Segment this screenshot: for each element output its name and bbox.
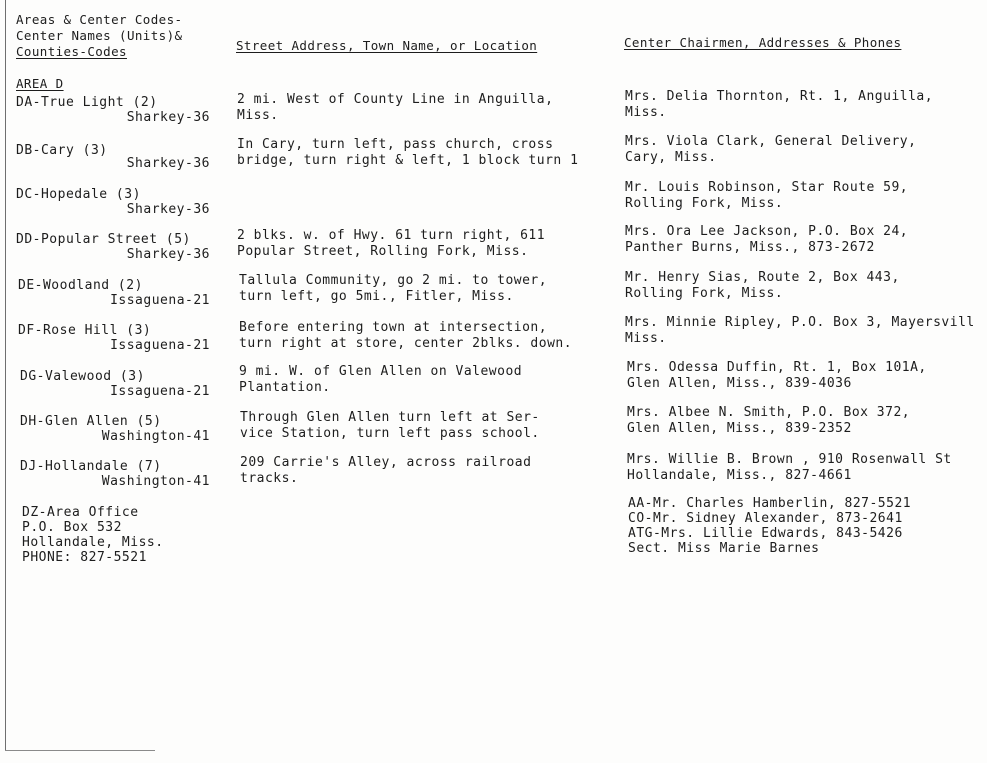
bottom-rule bbox=[5, 750, 155, 751]
county-code: Sharkey-36 bbox=[126, 156, 210, 171]
center-name: DC-Hopedale (3) bbox=[16, 187, 141, 202]
area-office-phone: PHONE: 827-5521 bbox=[22, 550, 147, 565]
chairman-line: Rolling Fork, Miss. bbox=[625, 196, 784, 211]
location-line: Plantation. bbox=[239, 380, 331, 395]
county-code: Sharkey-36 bbox=[126, 202, 210, 217]
location-line: Tallula Community, go 2 mi. to tower, bbox=[239, 273, 548, 288]
chairman-line: Mrs. Willie B. Brown , 910 Rosenwall St bbox=[627, 452, 952, 467]
location-line: turn left, go 5mi., Fitler, Miss. bbox=[239, 289, 514, 304]
location-line: In Cary, turn left, pass church, cross bbox=[237, 137, 554, 152]
header-col1-line1: Areas & Center Codes- bbox=[16, 12, 183, 27]
location-line: 2 mi. West of County Line in Anguilla, bbox=[237, 92, 554, 107]
county-code: Issaguena-21 bbox=[110, 384, 210, 399]
county-code: Issaguena-21 bbox=[110, 293, 210, 308]
officer-line: Sect. Miss Marie Barnes bbox=[628, 541, 820, 556]
center-name: DD-Popular Street (5) bbox=[16, 232, 191, 247]
county-code: Washington-41 bbox=[101, 429, 210, 444]
location-line: Before entering town at intersection, bbox=[239, 320, 548, 335]
chairman-line: Miss. bbox=[625, 105, 667, 120]
header-col3: Center Chairmen, Addresses & Phones bbox=[624, 35, 902, 50]
center-name: DB-Cary (3) bbox=[16, 143, 108, 158]
chairman-line: Mr. Louis Robinson, Star Route 59, bbox=[625, 180, 909, 195]
center-name: DF-Rose Hill (3) bbox=[18, 323, 152, 338]
county-code: Washington-41 bbox=[101, 474, 210, 489]
header-col1-line3: Counties-Codes bbox=[16, 44, 127, 59]
chairman-line: Mr. Henry Sias, Route 2, Box 443, bbox=[625, 270, 900, 285]
area-office-line: P.O. Box 532 bbox=[22, 520, 122, 535]
location-line: 9 mi. W. of Glen Allen on Valewood bbox=[239, 364, 523, 379]
location-line: 209 Carrie's Alley, across railroad bbox=[240, 455, 532, 470]
chairman-line: Mrs. Delia Thornton, Rt. 1, Anguilla, bbox=[625, 89, 934, 104]
chairman-line: Mrs. Ora Lee Jackson, P.O. Box 24, bbox=[625, 224, 909, 239]
chairman-line: Mrs. Minnie Ripley, P.O. Box 3, Mayersvill bbox=[625, 315, 975, 330]
location-line: 2 blks. w. of Hwy. 61 turn right, 611 bbox=[237, 228, 546, 243]
county-code: Sharkey-36 bbox=[126, 110, 210, 125]
officer-line: AA-Mr. Charles Hamberlin, 827-5521 bbox=[628, 496, 912, 511]
chairman-line: Panther Burns, Miss., 873-2672 bbox=[625, 240, 875, 255]
chairman-line: Miss. bbox=[625, 331, 667, 346]
chairman-line: Glen Allen, Miss., 839-2352 bbox=[627, 421, 852, 436]
location-line: tracks. bbox=[240, 471, 299, 486]
location-line: Popular Street, Rolling Fork, Miss. bbox=[237, 244, 529, 259]
chairman-line: Mrs. Albee N. Smith, P.O. Box 372, bbox=[627, 405, 911, 420]
center-name: DA-True Light (2) bbox=[16, 95, 158, 110]
center-name: DJ-Hollandale (7) bbox=[20, 459, 162, 474]
chairman-line: Glen Allen, Miss., 839-4036 bbox=[627, 376, 852, 391]
area-office-line: Hollandale, Miss. bbox=[22, 535, 164, 550]
location-line: Through Glen Allen turn left at Ser- bbox=[240, 410, 540, 425]
area-label: AREA D bbox=[16, 76, 64, 91]
header-col2: Street Address, Town Name, or Location bbox=[236, 38, 538, 53]
location-line: bridge, turn right & left, 1 block turn 1 bbox=[237, 153, 579, 168]
header-col1-line2: Center Names (Units)& bbox=[16, 28, 183, 43]
county-code: Issaguena-21 bbox=[110, 338, 210, 353]
location-line: Miss. bbox=[237, 108, 279, 123]
officer-line: CO-Mr. Sidney Alexander, 873-2641 bbox=[628, 511, 903, 526]
area-office-line: DZ-Area Office bbox=[22, 505, 139, 520]
location-line: vice Station, turn left pass school. bbox=[240, 426, 540, 441]
chairman-line: Mrs. Odessa Duffin, Rt. 1, Box 101A, bbox=[627, 360, 927, 375]
county-code: Sharkey-36 bbox=[126, 247, 210, 262]
chairman-line: Mrs. Viola Clark, General Delivery, bbox=[625, 134, 917, 149]
chairman-line: Hollandale, Miss., 827-4661 bbox=[627, 468, 852, 483]
center-name: DG-Valewood (3) bbox=[20, 369, 145, 384]
location-line: turn right at store, center 2blks. down. bbox=[239, 336, 573, 351]
chairman-line: Rolling Fork, Miss. bbox=[625, 286, 784, 301]
center-name: DH-Glen Allen (5) bbox=[20, 414, 162, 429]
center-name: DE-Woodland (2) bbox=[18, 278, 143, 293]
officer-line: ATG-Mrs. Lillie Edwards, 843-5426 bbox=[628, 526, 903, 541]
chairman-line: Cary, Miss. bbox=[625, 150, 717, 165]
left-margin-rule bbox=[5, 0, 6, 750]
